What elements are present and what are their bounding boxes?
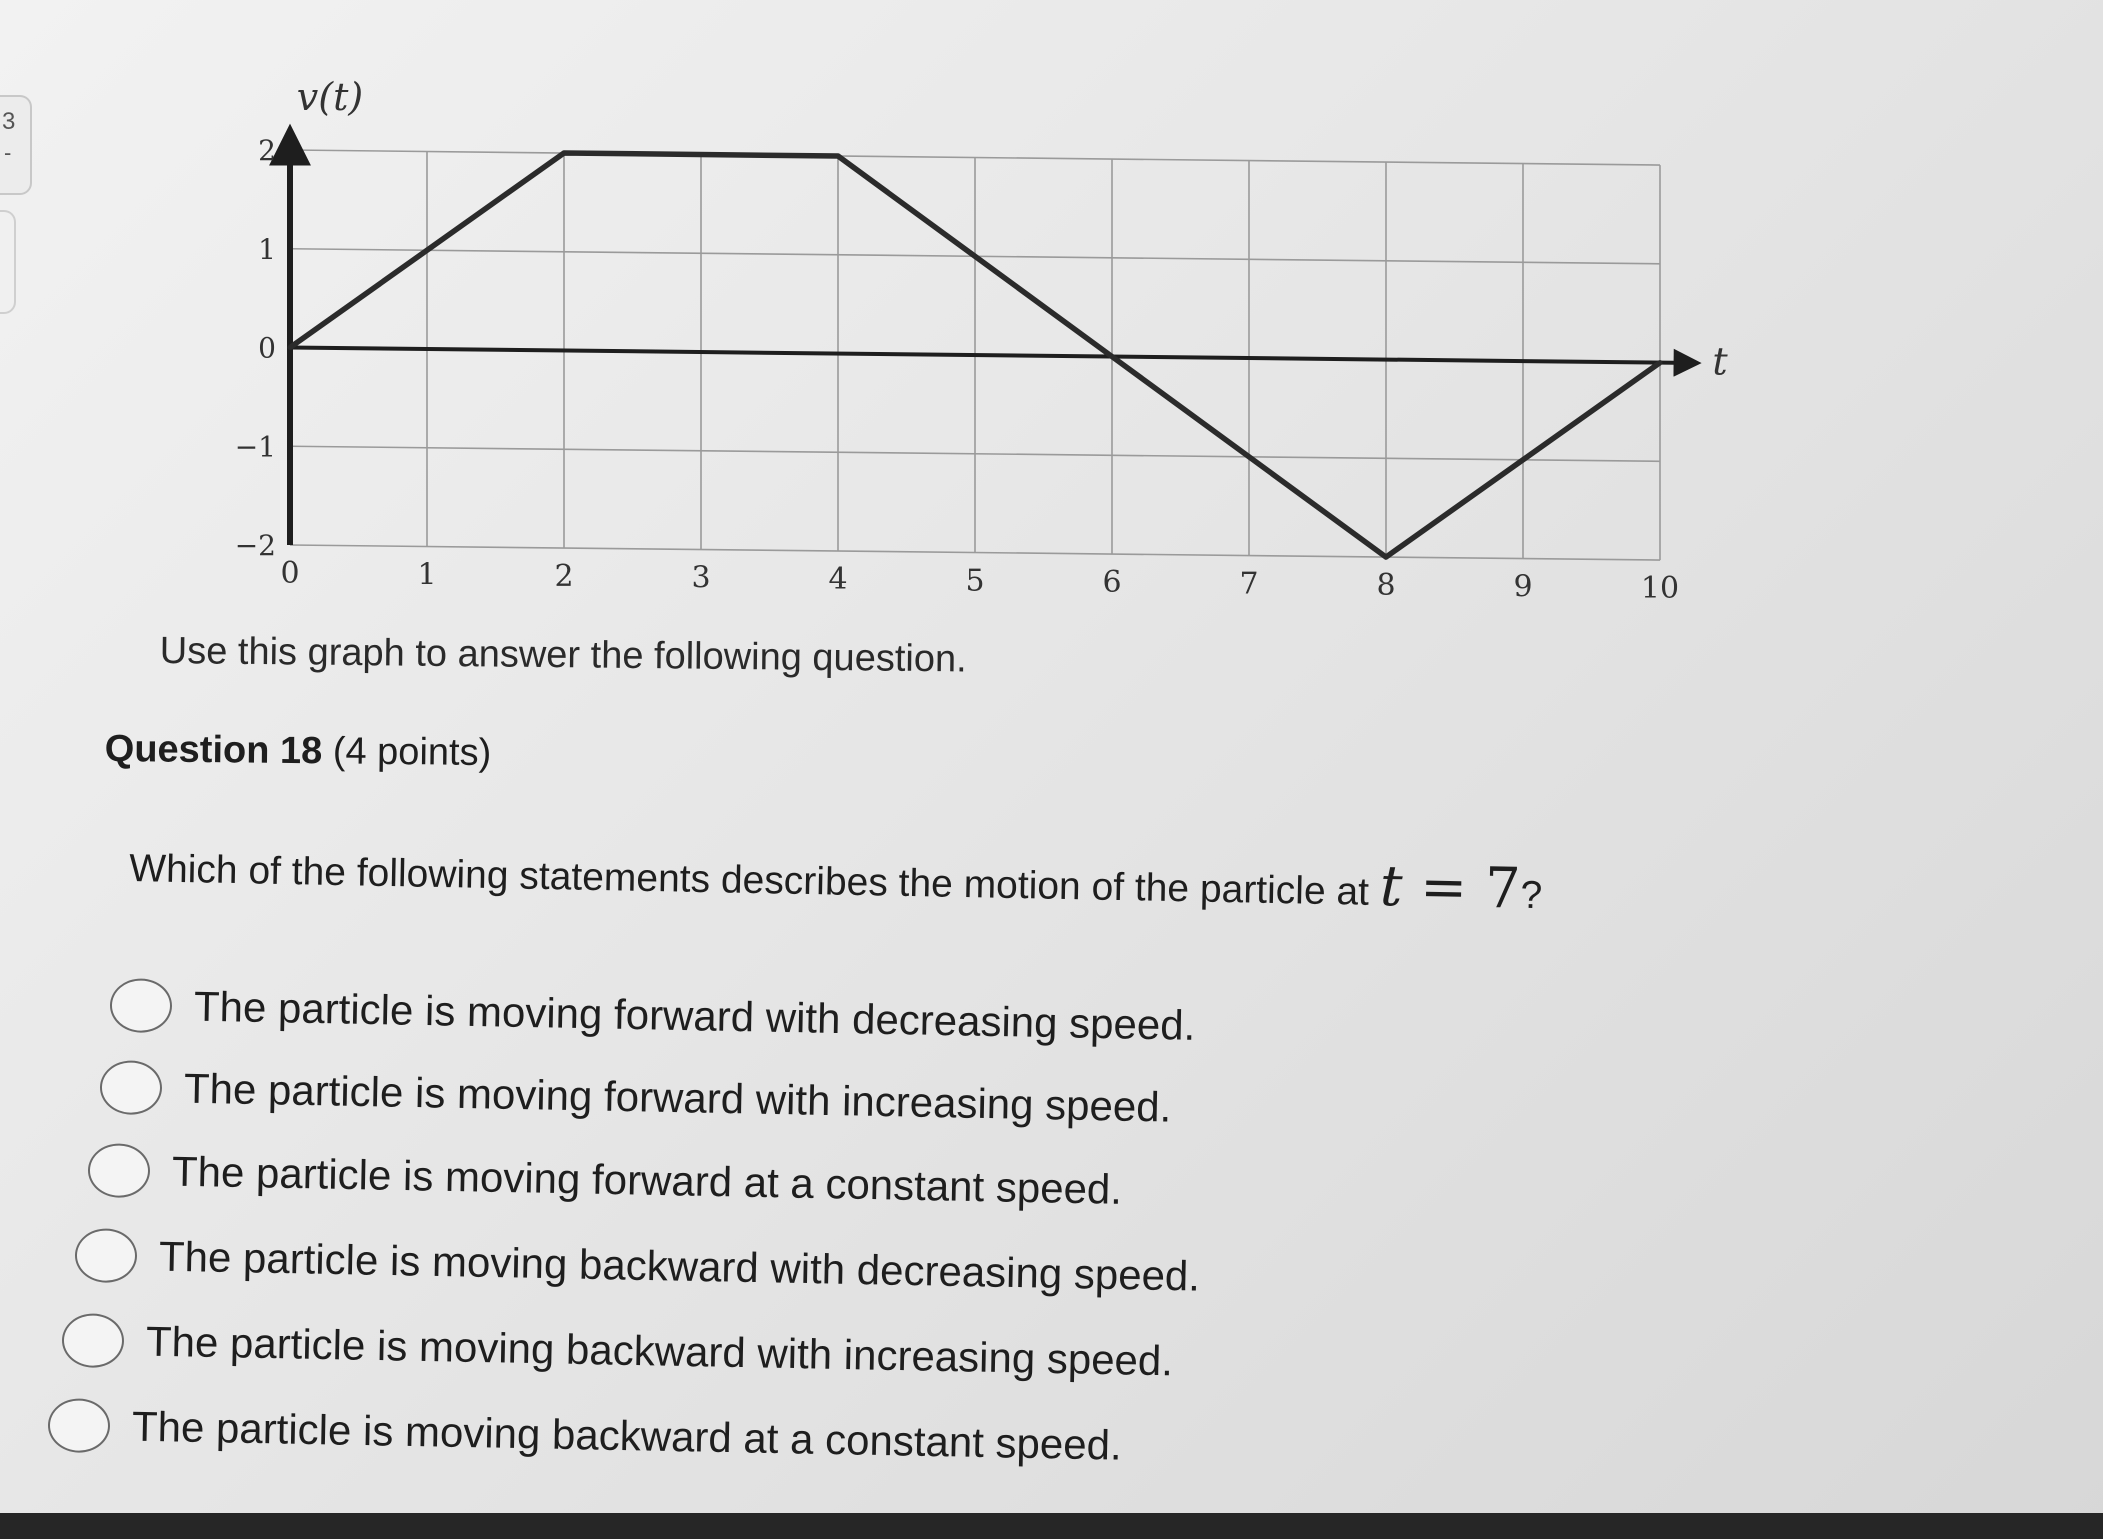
- x-axis: [290, 348, 1696, 363]
- side-tab-number: 3: [2, 108, 16, 135]
- question-mark: ?: [1520, 873, 1543, 918]
- answer-option[interactable]: [109, 978, 1195, 1053]
- radio-button[interactable]: [61, 1313, 124, 1368]
- graph-caption: Use this graph to answer the following question.: [159, 630, 967, 681]
- y-tick-label: −2: [234, 529, 276, 562]
- x-tick-label: 2: [554, 559, 574, 595]
- x-tick-label: 10: [1640, 571, 1680, 607]
- x-tick-label: 3: [691, 560, 711, 596]
- math-variable: t: [1379, 854, 1404, 920]
- chart-labels: [235, 75, 1729, 606]
- velocity-point: [1658, 360, 1663, 365]
- x-tick-label: 7: [1239, 566, 1259, 602]
- screen-bottom-edge: [0, 1513, 2103, 1539]
- velocity-point: [288, 345, 293, 350]
- radio-button[interactable]: [87, 1143, 150, 1198]
- y-tick-label: 2: [258, 134, 276, 167]
- answer-option-label: The particle is moving backward at a constant speed.: [131, 1402, 1123, 1469]
- radio-button[interactable]: [109, 978, 172, 1033]
- question-heading: [105, 728, 492, 775]
- velocity-point: [562, 151, 567, 156]
- y-tick-label: −1: [234, 430, 276, 464]
- x-tick-label: 6: [1102, 565, 1122, 601]
- answer-option[interactable]: [74, 1228, 1200, 1304]
- answer-option[interactable]: [61, 1313, 1173, 1388]
- answer-option-label: The particle is moving backward with decreasing speed.: [158, 1232, 1201, 1300]
- radio-button[interactable]: [74, 1228, 137, 1283]
- x-tick-label: 9: [1513, 569, 1533, 605]
- y-tick-label: 1: [258, 232, 276, 266]
- radio-button[interactable]: [99, 1060, 162, 1115]
- math-equals: =: [1401, 854, 1486, 922]
- answer-option[interactable]: [47, 1398, 1122, 1473]
- velocity-point: [1384, 555, 1389, 560]
- answer-option-label: The particle is moving forward at a constant speed.: [171, 1147, 1123, 1213]
- question-prompt: [129, 830, 1543, 922]
- velocity-point: [1110, 354, 1115, 359]
- answer-option-label: The particle is moving forward with decreasing speed.: [193, 982, 1196, 1049]
- x-tick-label: 0: [280, 556, 300, 591]
- question-number: Question 18: [104, 728, 323, 773]
- side-tab-secondary[interactable]: [0, 210, 16, 314]
- velocity-graph: [180, 30, 1740, 620]
- y-axis-label: v(t): [296, 75, 364, 119]
- x-axis-label: t: [1712, 339, 1728, 384]
- math-value: 7: [1484, 856, 1522, 922]
- radio-button[interactable]: [47, 1398, 110, 1453]
- answer-option-label: The particle is moving backward with increasing speed.: [145, 1317, 1174, 1385]
- y-tick-label: 0: [258, 331, 276, 365]
- x-tick-label: 5: [965, 563, 985, 599]
- answer-option[interactable]: [87, 1143, 1122, 1217]
- x-tick-label: 4: [828, 562, 848, 598]
- question-points: (4 points): [332, 730, 492, 775]
- answer-option-label: The particle is moving forward with increasing speed.: [183, 1064, 1172, 1131]
- answer-option[interactable]: [99, 1060, 1171, 1135]
- velocity-point: [836, 154, 841, 159]
- chart-axes: [290, 132, 1696, 545]
- side-tab-dash: -: [4, 140, 12, 165]
- x-tick-label: 1: [417, 557, 437, 593]
- question-prompt-text: Which of the following statements describes the motion of the particle at: [128, 846, 1381, 915]
- x-tick-label: 8: [1376, 568, 1396, 604]
